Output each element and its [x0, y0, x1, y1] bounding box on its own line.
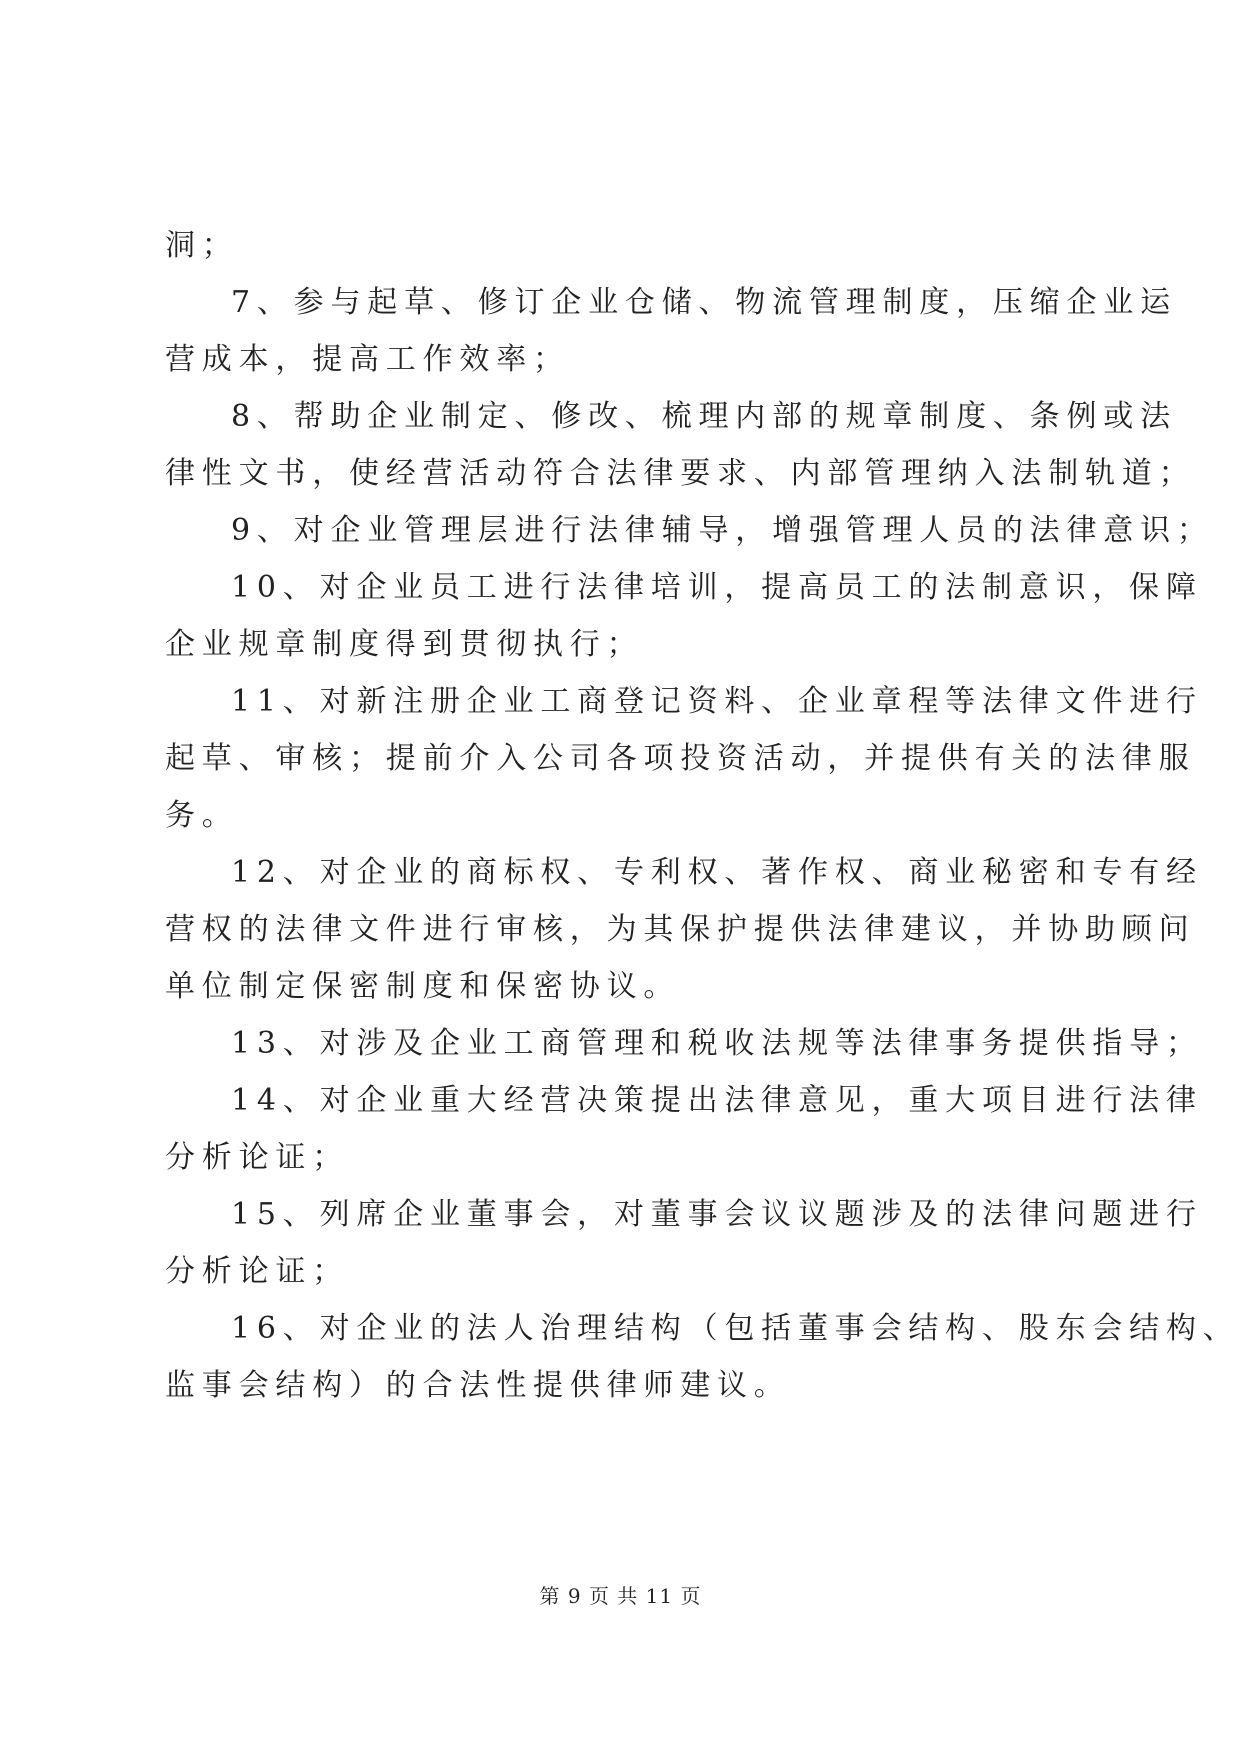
text-line: 营权的法律文件进行审核，为其保护提供法律建议，并协助顾问: [165, 912, 1196, 947]
text-line: 起草、审核；提前介入公司各项投资活动，并提供有关的法律服: [165, 741, 1196, 776]
text-line: 12、对企业的商标权、专利权、著作权、商业秘密和专有经: [231, 855, 1203, 890]
text-line: 10、对企业员工进行法律培训，提高员工的法制意识，保障: [231, 570, 1203, 605]
text-line: 15、列席企业董事会，对董事会议议题涉及的法律问题进行: [231, 1197, 1203, 1232]
text-line: 11、对新注册企业工商登记资料、企业章程等法律文件进行: [231, 684, 1203, 719]
text-line: 律性文书，使经营活动符合法律要求、内部管理纳入法制轨道；: [165, 456, 1196, 491]
text-line: 洞；: [165, 228, 239, 263]
text-line: 营成本，提高工作效率；: [165, 342, 570, 377]
text-line: 务。: [165, 798, 239, 833]
text-line: 监事会结构）的合法性提供律师建议。: [165, 1368, 791, 1403]
text-line: 单位制定保密制度和保密协议。: [165, 969, 681, 1004]
page-number-footer: 第 9 页 共 11 页: [539, 1584, 702, 1608]
text-line: 8、帮助企业制定、修改、梳理内部的规章制度、条例或法: [231, 399, 1177, 434]
text-line: 14、对企业重大经营决策提出法律意见，重大项目进行法律: [231, 1083, 1203, 1118]
text-line: 16、对企业的法人治理结构（包括董事会结构、股东会结构、: [231, 1311, 1240, 1346]
text-line: 7、参与起草、修订企业仓储、物流管理制度，压缩企业运: [231, 285, 1177, 320]
text-line: 分析论证；: [165, 1254, 349, 1289]
text-line: 分析论证；: [165, 1140, 349, 1175]
text-line: 13、对涉及企业工商管理和税收法规等法律事务提供指导；: [231, 1026, 1203, 1061]
text-line: 9、对企业管理层进行法律辅导，增强管理人员的法律意识；: [231, 513, 1214, 548]
text-line: 企业规章制度得到贯彻执行；: [165, 627, 644, 662]
